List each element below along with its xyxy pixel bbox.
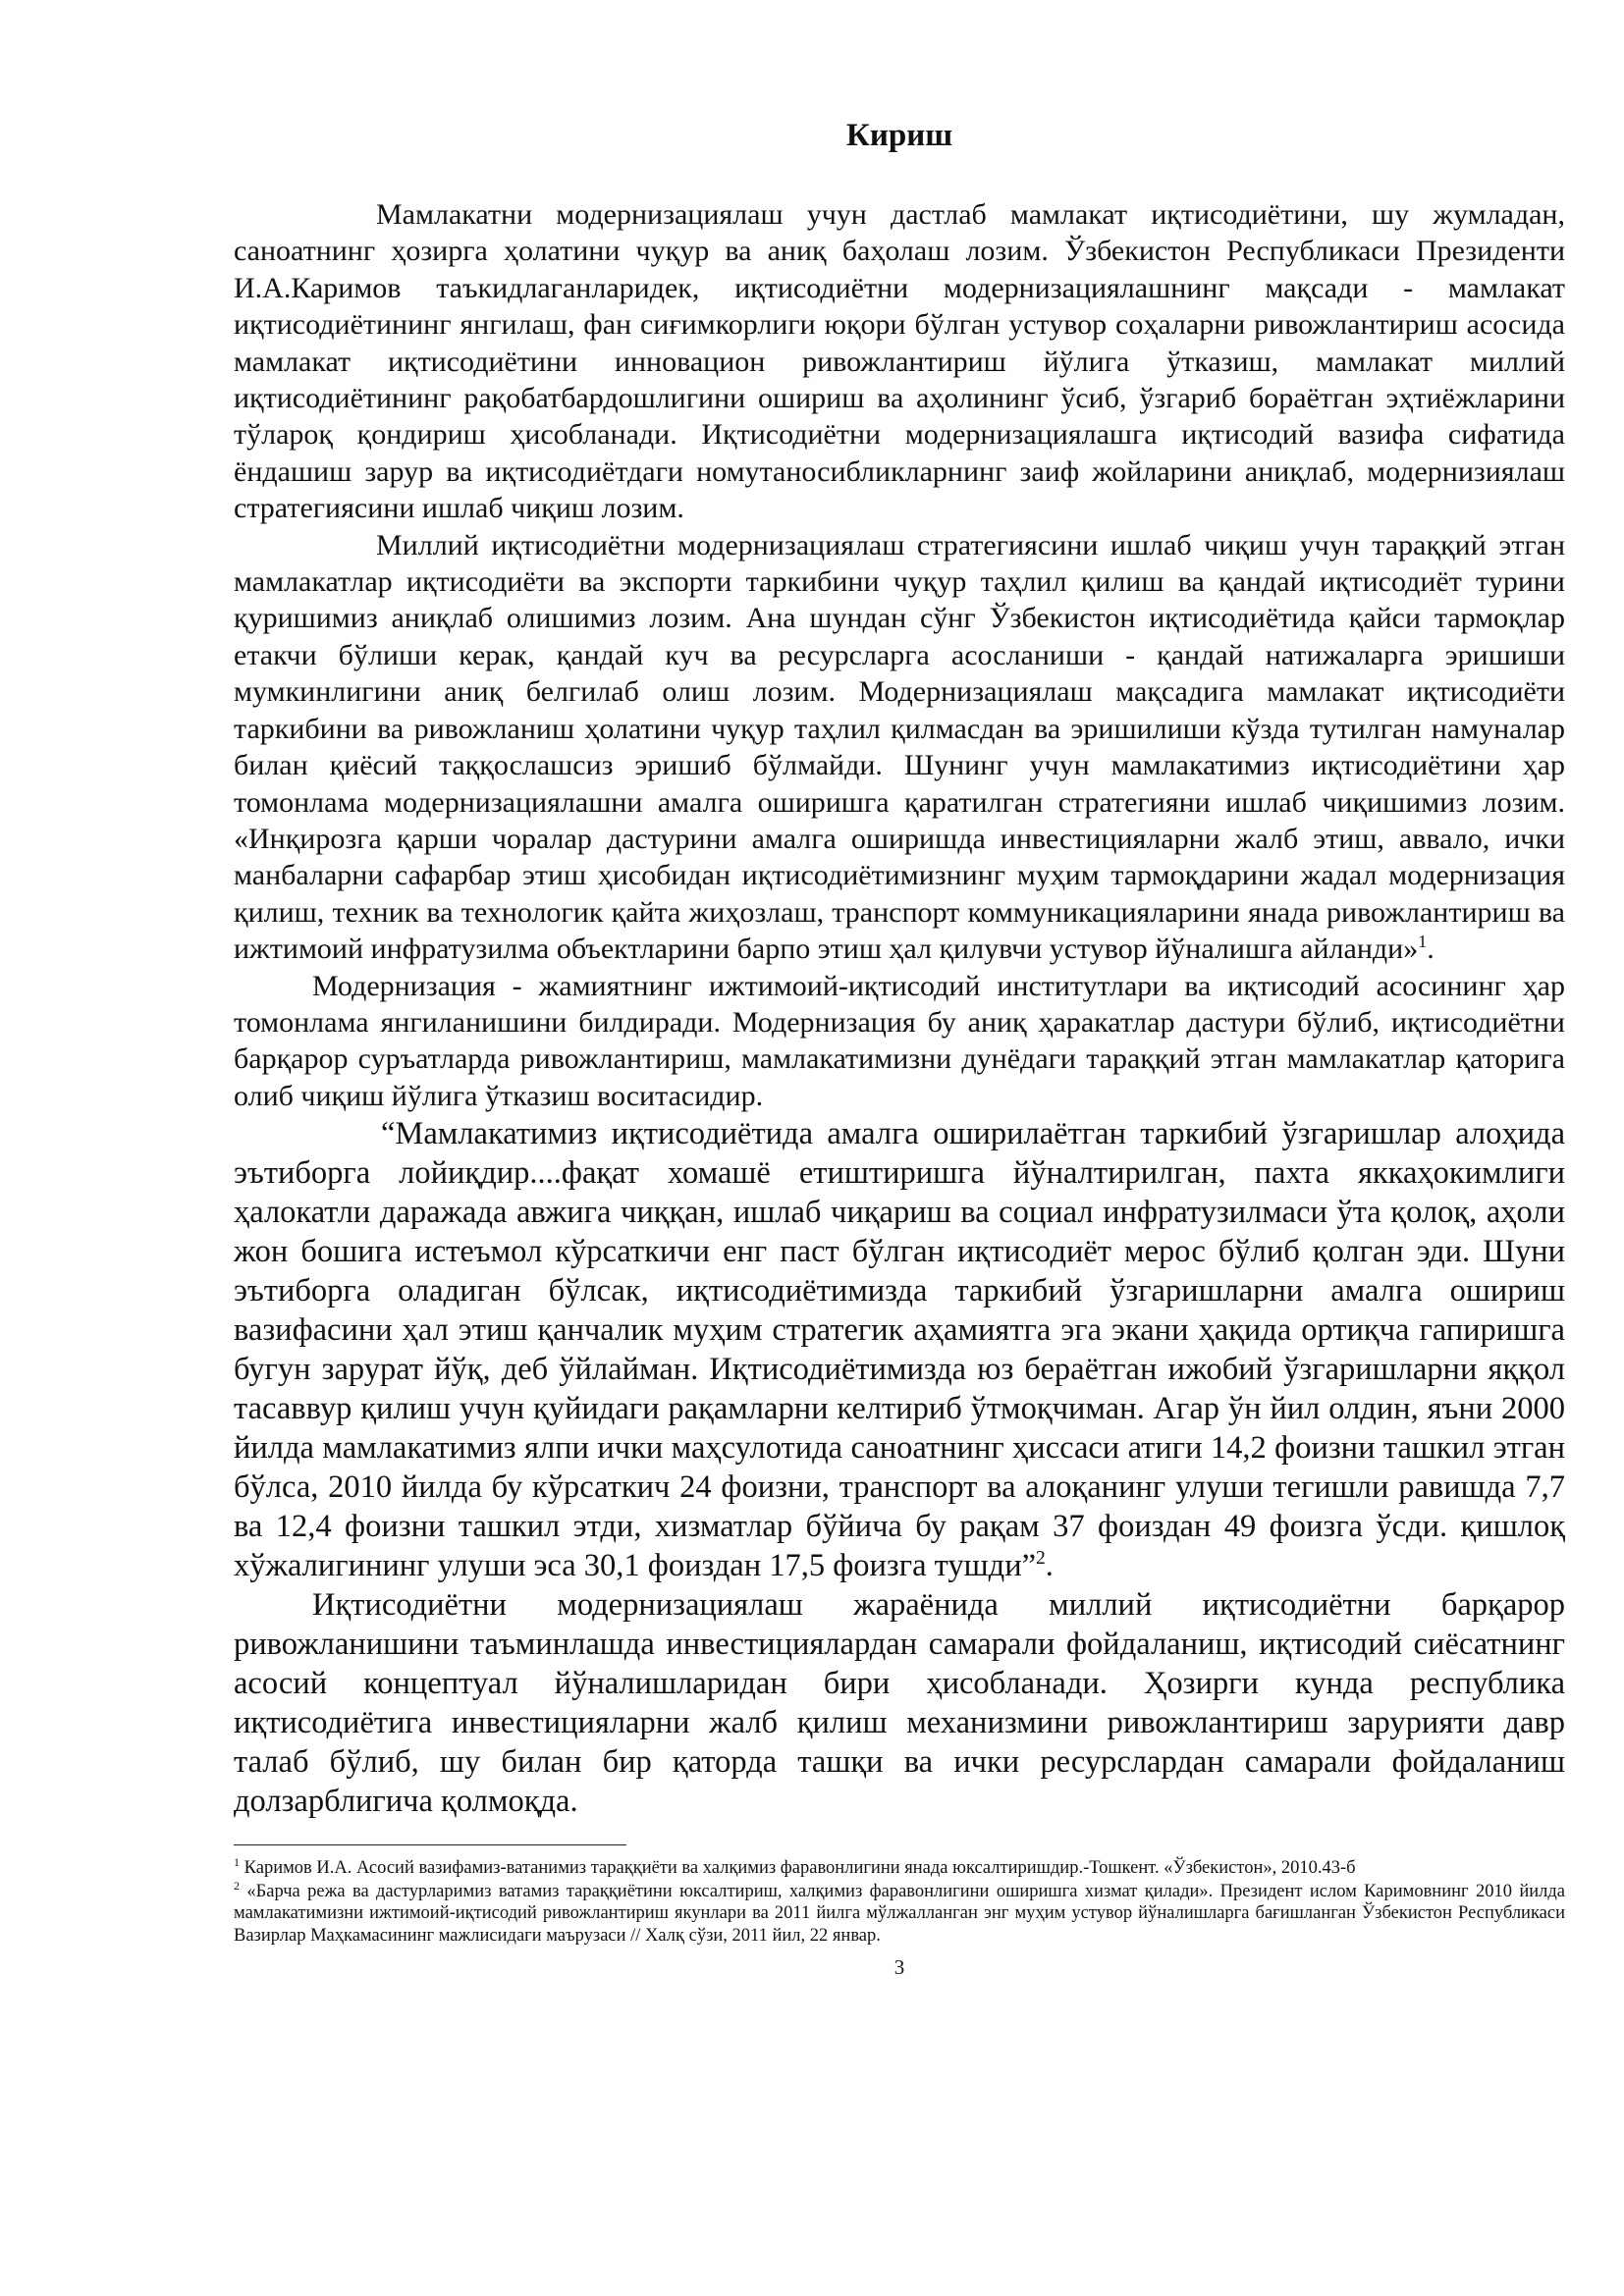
- paragraph-3: [234, 968, 1565, 1115]
- paragraph-4-text: “Мамлакатимиз иқтисодиётида амалга оширилаётган таркибий ўзгаришлар алоҳида эътиборга лойиқдир....фақат хомашё етиштиришга йўналтирилган, пахта яккаҳокимлиги ҳалокатли даражада авжига чиққан, ишлаб чиқариш ва социал инфратузилмаси ўта қолоқ, аҳоли жон бошига истеъмол кўрсаткичи енг паст бўлган иқтисодиёт мерос бўлиб қолган эди. Шуни эътиборга оладиган бўлсак, иқтисодиётимизда таркибий ўзгаришларни амалга ошириш вазифасини ҳал этиш қанчалик муҳим стратегик аҳамиятга эга экани ҳақида ортиқча гапиришга бугун зарурат йўқ, деб ўйлайман. Иқтисодиётимизда юз бераётган ижобий ўзгаришларни яққол тасаввур қилиш учун қуйидаги рақамларни келтириб ўтмоқчиман. Агар ўн йил олдин, яъни 2000 йилда мамлакатимиз ялпи ички маҳсулотида саноатнинг ҳиссаси атиги 14,2 фоизни ташкил этган бўлса, 2010 йилда бу кўрсаткич 24 фоизни, транспорт ва алоқанинг улуши тегишли равишда 7,7 ва 12,4 фоизни ташкил этди, хизматлар бўйича бу рақам 37 фоиздан 49 фоизга ўсди. қишлоқ хўжалигининг улуши эса 30,1 фоиздан 17,5 фоизга тушди”: [234, 1116, 1565, 1584]
- paragraph-4-end: .: [1045, 1548, 1054, 1584]
- footnote-2-mark: 2: [234, 1878, 241, 1893]
- footnote-ref-2: 2: [1036, 1548, 1046, 1570]
- paragraph-5-text: Иқтисодиётни модернизациялаш жараёнида миллий иқтисодиётни барқарор ривожланишини таъминлашда инвестициялардан самарали фойдаланиш, иқтисодий сиёсатнинг асосий концептуал йўналишларидан бири ҳисобланади. Ҳозирги кунда республика иқтисодиётига инвестицияларни жалб қилиш механизмини ривожлантириш зарурияти давр талаб бўлиб, шу билан бир қаторда ташқи ва ички ресурслардан самарали фойдаланиш долзарблигича қолмоқда.: [234, 1587, 1565, 1820]
- footnote-1: [234, 1857, 1565, 1880]
- page-title: Кириш: [845, 118, 953, 153]
- paragraph-2-end: .: [1427, 933, 1435, 966]
- footnote-1-text: Каримов И.А. Асосий вазифамиз-ватанимиз тараққиёти ва халқимиз фаравонлигини янада юксалтиришдир.-Тошкент. «Ўзбекистон», 2010.43-б: [240, 1858, 1356, 1879]
- footnotes: [234, 1857, 1565, 1947]
- paragraph-2-text: Миллий иқтисодиётни модернизациялаш стратегиясини ишлаб чиқиш учун тараққий этган мамлакатлар иқтисодиёти ва экспорти таркибини чуқур таҳлил қилиш ва қандай иқтисодиёт турини қуришимиз аниқлаб олишимиз лозим. Ана шундан сўнг Ўзбекистон иқтисодиётида қайси тармоқлар етакчи бўлиши керак, қандай куч ва ресурсларга асосланиши - қандай натижаларга эришиши мумкинлигини аниқ белгилаб олиш лозим. Модернизациялаш мақсадига мамлакат иқтисодиёти таркибини ва ривожланиш ҳолатини чуқур таҳлил қилмасдан ва эришилиши кўзда тутилган намуналар билан қиёсий таққослашсиз эришиб бўлмайди. Шунинг учун мамлакатимиз иқтисодиётини ҳар томонлама модернизациялашни амалга оширишга қаратилган стратегияни ишлаб чиқишимиз лозим. «Инқирозга қарши чоралар дастурини амалга оширишда инвестицияларни жалб этиш, аввало, ички манбаларни сафарбар этиш ҳисобидан иқтисодиётимизнинг муҳим тармоқдарини жадал модернизация қилиш, техник ва технологик қайта жиҳозлаш, транспорт коммуникацияларини янада ривожлантириш ва ижтимоий инфратузилма объектларини барпо этиш ҳал қилувчи устувор йўналишга айланди»: [234, 528, 1565, 966]
- paragraph-1: [234, 196, 1565, 527]
- paragraph-2: [234, 527, 1565, 968]
- paragraph-1-text: Мамлакатни модернизациялаш учун дастлаб мамлакат иқтисодиётини, шу жумладан, саноатнинг ҳозирга ҳолатини чуқур ва аниқ баҳолаш лозим. Ўзбекистон Республикаси Президенти И.А.Каримов таъкидлаганларидек, иқтисодиётни модернизациялашнинг мақсади - мамлакат иқтисодиётининг янгилаш, фан сиғимкорлиги юқори бўлган устувор соҳаларни ривожлантириш асосида мамлакат иқтисодиётини инновацион ривожлантириш йўлига ўтказиш, мамлакат миллий иқтисодиётининг рақобатбардошлигини ошириш ва аҳолининг ўсиб, ўзгариб бораётган эҳтиёжларини тўлароқ қондириш ҳисобланади. Иқтисодиётни модернизациялашга иқтисодий вазифа сифатида ёндашиш зарур ва иқтисодиётдаги номутаносибликларнинг заиф жойларини аниқлаб, модернизиялаш стратегиясини ишлаб чиқиш лозим.: [234, 198, 1565, 525]
- footnote-1-mark: 1: [234, 1855, 241, 1869]
- paragraph-3-text: Модернизация - жамиятнинг ижтимоий-иқтисодий институтлари ва иқтисодий асосининг ҳар томонлама янгиланишини билдиради. Модернизация бу аниқ ҳаракатлар дастури бўлиб, иқтисодиётни барқарор суръатларда ривожлантириш, мамлакатимизни дунёдаги тараққий этган мамлакатлар қаторига олиб чиқиш йўлига ўтказиш воситасидир.: [234, 969, 1565, 1112]
- document-page: [234, 116, 1565, 1980]
- page-number: 3: [893, 1955, 905, 1980]
- paragraph-4: [234, 1114, 1565, 1585]
- footnote-2: [234, 1878, 1565, 1948]
- paragraph-5: [234, 1585, 1565, 1821]
- footnote-2-text: «Барча режа ва дастурларимиз ватамиз тараққиётини юксалтириш, халқимиз фаравонлигини оширишга хизмат қилади». Президент ислом Каримовнинг 2010 йилда мамлакатимизни ижтимоий-иқтисодий ривожлантириш якунлари ва 2011 йилга мўлжалланган энг муҳим устувор йўналишларга бағишланган Ўзбекистон Республикаси Вазирлар Маҳкамасининг мажлисидаги маърузаси // Халқ сўзи, 2011 йил, 22 январ.: [234, 1881, 1565, 1946]
- footnote-ref-1: 1: [1418, 932, 1428, 952]
- body-text: [234, 196, 1565, 1821]
- footnote-separator: [234, 1844, 626, 1845]
